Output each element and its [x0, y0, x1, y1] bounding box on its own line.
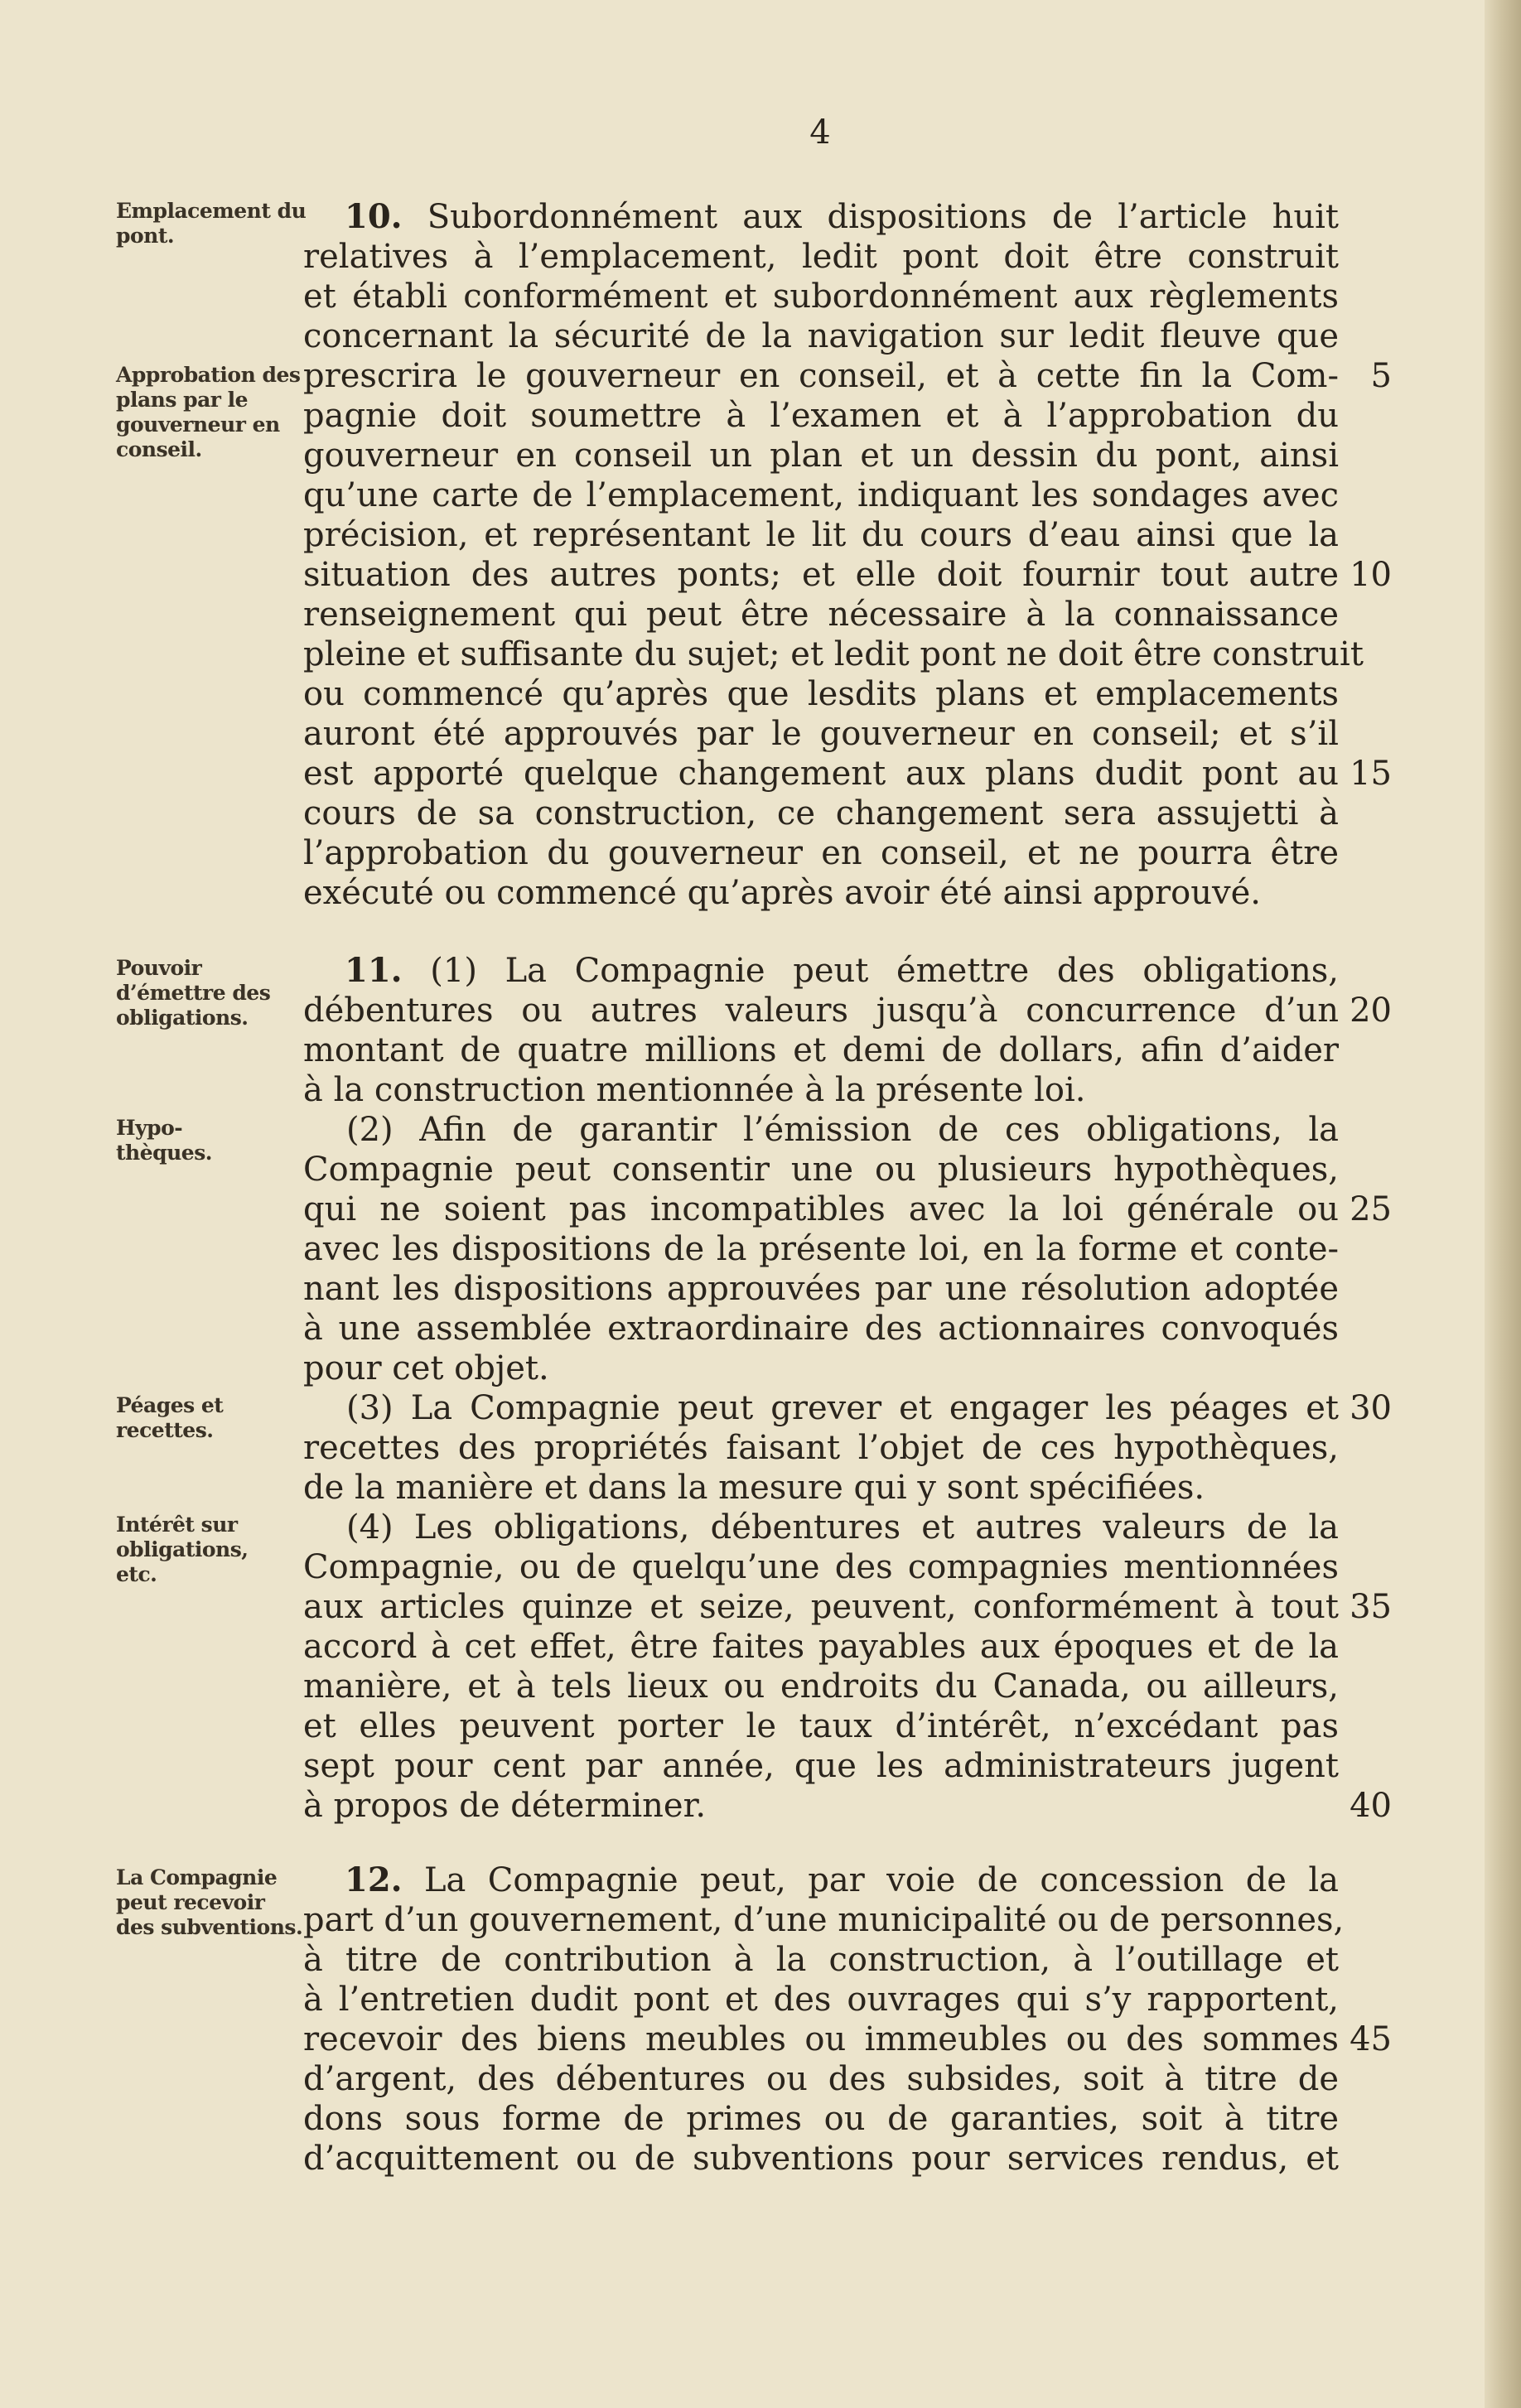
page-number: 4	[809, 113, 831, 152]
section-11-line: à une assemblée extraordinaire des actionnaires convoqués	[303, 1310, 1339, 1348]
line-number: 25	[1350, 1190, 1392, 1228]
section-11-line: (4) Les obligations, débentures et autres valeurs de la	[346, 1508, 1339, 1547]
section-12-line: part d’un gouvernement, d’une municipalité ou de personnes,	[303, 1901, 1345, 1939]
section-11-line: avec les dispositions de la présente loi, en la forme et conte-	[303, 1230, 1339, 1268]
section-11-line: à propos de déterminer.	[303, 1787, 707, 1825]
section-11-line: montant de quatre millions et demi de dollars, afin d’aider	[303, 1031, 1339, 1069]
line-number: 5	[1370, 357, 1392, 395]
section-11-line: (3) La Compagnie peut grever et engager les péages et	[346, 1389, 1339, 1427]
section-10-line: pleine et suffisante du sujet; et ledit pont ne doit être construit	[303, 635, 1364, 673]
section-11-line: nant les dispositions approuvées par une résolution adoptée	[303, 1270, 1339, 1308]
margin-note-approbation: Approbation des plans par le gouverneur en conseil.	[116, 363, 301, 461]
section-10-line: ou commencé qu’après que lesdits plans et emplacements	[303, 675, 1339, 713]
margin-note-hypotheques: Hypo-thèques.	[116, 1116, 212, 1165]
section-11-line: Compagnie, ou de quelqu’une des compagnies mentionnées	[303, 1548, 1339, 1586]
section-10-line: et établi conformément et subordonnément aux règlements	[303, 277, 1339, 316]
section-10-line: cours de sa construction, ce changement sera assujetti à	[303, 794, 1339, 832]
section-10-line: qu’une carte de l’emplacement, indiquant les sondages avec	[303, 476, 1339, 514]
margin-note-subventions: La Compagnie peut recevoir des subventions.	[116, 1865, 303, 1939]
section-10-line: relatives à l’emplacement, ledit pont doit être construit	[303, 238, 1339, 276]
section-11-line: débentures ou autres valeurs jusqu’à concurrence d’un	[303, 992, 1339, 1030]
section-11-line: et elles peuvent porter le taux d’intérêt, n’excédant pas	[303, 1707, 1339, 1745]
line-number: 45	[1350, 2020, 1392, 2058]
section-10-line: l’approbation du gouverneur en conseil, et ne pourra être	[303, 834, 1339, 872]
section-11-line: sept pour cent par année, que les administrateurs jugent	[303, 1747, 1339, 1785]
section-12-line: recevoir des biens meubles ou immeubles ou des sommes	[303, 2020, 1339, 2058]
section-12-line: à l’entretien dudit pont et des ouvrages qui s’y rapportent,	[303, 1981, 1339, 2019]
margin-note-interet: Intérêt sur obligations, etc.	[116, 1513, 249, 1586]
section-11-line: aux articles quinze et seize, peuvent, conformément à tout	[303, 1588, 1339, 1626]
section-10-line: auront été approuvés par le gouverneur en conseil; et s’il	[303, 715, 1339, 753]
section-12-line: 12. La Compagnie peut, par voie de concession de la	[345, 1860, 1339, 1899]
section-10-line: concernant la sécurité de la navigation sur ledit fleuve que	[303, 317, 1339, 355]
section-number: 12.	[345, 1860, 403, 1899]
section-10-line: gouverneur en conseil un plan et un dessin du pont, ainsi	[303, 437, 1339, 475]
section-11-line: qui ne soient pas incompatibles avec la loi générale ou	[303, 1190, 1339, 1228]
line-number: 15	[1350, 755, 1392, 793]
section-11-line: Compagnie peut consentir une ou plusieurs hypothèques,	[303, 1151, 1339, 1189]
section-number: 10.	[345, 197, 403, 236]
section-number: 11.	[345, 951, 403, 990]
section-12-line: dons sous forme de primes ou de garanties, soit à titre	[303, 2100, 1339, 2138]
line-number: 20	[1350, 992, 1392, 1030]
margin-note-emplacement: Emplacement du pont.	[116, 199, 307, 248]
section-10-line: exécuté ou commencé qu’après avoir été ainsi approuvé.	[303, 874, 1261, 912]
section-12-line: d’acquittement ou de subventions pour services rendus, et	[303, 2140, 1339, 2178]
line-number: 35	[1350, 1588, 1392, 1626]
section-11-line: 11. (1) La Compagnie peut émettre des obligations,	[345, 951, 1340, 990]
section-10-line: 10. Subordonnément aux dispositions de l’article huit	[345, 197, 1339, 236]
section-11-line: manière, et à tels lieux ou endroits du Canada, ou ailleurs,	[303, 1667, 1339, 1706]
line-number: 40	[1350, 1787, 1392, 1825]
section-10-line: pagnie doit soumettre à l’examen et à l’approbation du	[303, 397, 1339, 435]
section-10-line: prescrira le gouverneur en conseil, et à cette fin la Com-	[303, 357, 1339, 395]
section-10-line: situation des autres ponts; et elle doit fournir tout autre	[303, 556, 1339, 594]
section-10-line: renseignement qui peut être nécessaire à la connaissance	[303, 596, 1339, 634]
section-11-line: pour cet objet.	[303, 1349, 549, 1387]
margin-note-peages: Péages et recettes.	[116, 1393, 224, 1442]
section-11-line: à la construction mentionnée à la présente loi.	[303, 1071, 1086, 1109]
section-11-line: (2) Afin de garantir l’émission de ces obligations, la	[346, 1111, 1339, 1149]
page-edge-shadow	[1485, 0, 1521, 2408]
section-10-line: est apporté quelque changement aux plans dudit pont au	[303, 755, 1339, 793]
line-number: 10	[1350, 556, 1392, 594]
line-number: 30	[1350, 1389, 1392, 1427]
section-11-line: accord à cet effet, être faites payables aux époques et de la	[303, 1628, 1339, 1666]
section-11-line: recettes des propriétés faisant l’objet de ces hypothèques,	[303, 1429, 1339, 1467]
section-12-line: d’argent, des débentures ou des subsides, soit à titre de	[303, 2060, 1339, 2098]
section-10-line: précision, et représentant le lit du cours d’eau ainsi que la	[303, 516, 1339, 554]
section-12-line: à titre de contribution à la construction, à l’outillage et	[303, 1941, 1339, 1979]
margin-note-pouvoir: Pouvoir d’émettre des obligations.	[116, 956, 271, 1030]
section-11-line: de la manière et dans la mesure qui y sont spécifiées.	[303, 1469, 1205, 1507]
